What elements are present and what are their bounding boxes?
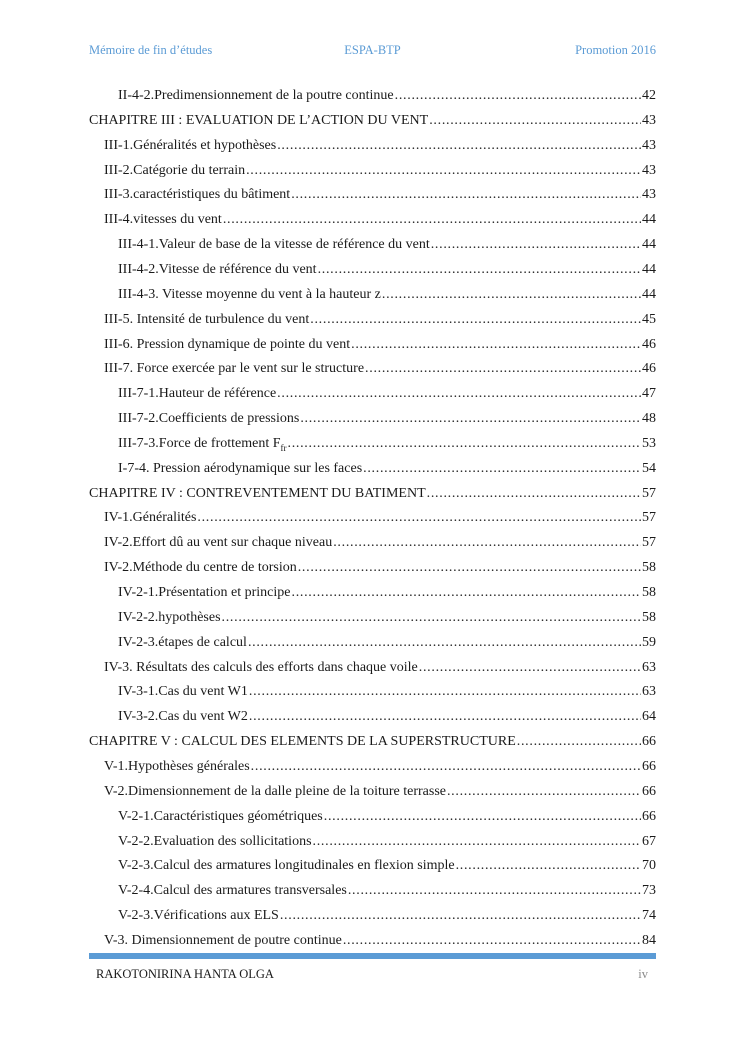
toc-entry[interactable] xyxy=(104,185,656,205)
toc-entry-title xyxy=(118,583,291,603)
toc-entry-page-number: 63 xyxy=(642,684,656,700)
toc-entry[interactable] xyxy=(118,285,656,305)
toc-entry-title xyxy=(118,434,287,454)
toc-entry-title xyxy=(118,285,381,305)
toc-entry-title xyxy=(104,359,364,379)
toc-entry-title-text: IV-2-2.hypothèses xyxy=(118,609,221,625)
toc-entry[interactable] xyxy=(104,782,656,802)
toc-entry-page-number: 43 xyxy=(642,162,656,178)
toc-entry-title xyxy=(104,508,196,528)
footer-page-number: iv xyxy=(638,967,648,981)
toc-entry[interactable] xyxy=(104,757,656,777)
dot-leader xyxy=(248,633,641,653)
toc-entry[interactable] xyxy=(89,111,656,131)
toc-entry-page-number: 57 xyxy=(642,485,656,501)
toc-entry-title-text: III-7-1.Hauteur de référence xyxy=(118,386,277,402)
dot-leader xyxy=(292,583,642,603)
toc-entry-title xyxy=(118,409,299,429)
toc-entry-page-number: 59 xyxy=(642,634,656,650)
dot-leader xyxy=(310,310,641,330)
page-header xyxy=(89,43,656,59)
dot-leader xyxy=(456,856,641,876)
footer-divider xyxy=(89,953,656,959)
toc-entry[interactable] xyxy=(104,310,656,330)
toc-entry-title-text: III-5. Intensité de turbulence du vent xyxy=(104,311,310,327)
toc-entry-title xyxy=(104,161,245,181)
header-thesis-label: Mémoire de fin d’études xyxy=(89,43,213,57)
toc-entry-title-text: IV-3-1.Cas du vent W1 xyxy=(118,684,248,700)
toc-entry-title xyxy=(104,210,222,230)
toc-entry-page-number: 53 xyxy=(642,435,656,451)
toc-entry-title-text: III-7-3.Force de frottement F xyxy=(118,435,281,451)
toc-entry[interactable] xyxy=(118,881,656,901)
dot-leader xyxy=(363,459,641,479)
dot-leader xyxy=(517,732,641,752)
toc-entry[interactable] xyxy=(118,384,656,404)
toc-entry-title-text: III-4-1.Valeur de base de la vitesse de référence du vent xyxy=(118,237,430,253)
toc-entry-page-number: 43 xyxy=(642,187,656,203)
toc-entry[interactable] xyxy=(104,931,656,951)
dot-leader xyxy=(365,359,641,379)
toc-entry-page-number: 67 xyxy=(642,833,656,849)
toc-entry-page-number: 73 xyxy=(642,883,656,899)
dot-leader xyxy=(277,384,641,404)
toc-entry-page-number: 48 xyxy=(642,411,656,427)
toc-entry[interactable] xyxy=(104,335,656,355)
toc-entry-page-number: 46 xyxy=(642,336,656,352)
dot-leader xyxy=(246,161,641,181)
toc-entry[interactable] xyxy=(89,732,656,752)
toc-entry-page-number: 70 xyxy=(642,858,656,874)
toc-entry-page-number: 57 xyxy=(642,510,656,526)
toc-entry[interactable] xyxy=(118,583,656,603)
toc-entry-title-text: V-3. Dimensionnement de poutre continue xyxy=(104,932,342,948)
toc-entry[interactable] xyxy=(118,682,656,702)
toc-entry-title xyxy=(104,335,350,355)
toc-entry-page-number: 66 xyxy=(642,758,656,774)
toc-entry[interactable] xyxy=(118,906,656,926)
toc-entry-title xyxy=(104,136,276,156)
toc-entry-title xyxy=(118,682,248,702)
toc-entry-title-text: V-2-2.Evaluation des sollicitations xyxy=(118,833,312,849)
toc-entry-title xyxy=(118,906,279,926)
toc-entry-title-text: III-7-2.Coefficients de pressions xyxy=(118,411,300,427)
toc-entry[interactable] xyxy=(104,658,656,678)
toc-entry-title-text: V-2-4.Calcul des armatures transversales xyxy=(118,883,347,899)
toc-entry-title xyxy=(118,260,317,280)
dot-leader xyxy=(291,185,641,205)
toc-entry-title xyxy=(118,807,323,827)
dot-leader xyxy=(351,335,641,355)
toc-entry-title-text: CHAPITRE III : EVALUATION DE L’ACTION DU VENT xyxy=(89,112,429,128)
toc-entry[interactable] xyxy=(89,484,656,504)
toc-entry-title-text: II-4-2.Predimensionnement de la poutre continue xyxy=(118,88,394,103)
toc-entry-page-number: 58 xyxy=(642,609,656,625)
toc-entry-title xyxy=(118,707,248,727)
toc-entry-title xyxy=(118,856,455,876)
toc-entry-page-number: 44 xyxy=(642,286,656,302)
dot-leader xyxy=(427,484,641,504)
toc-entry-page-number: 84 xyxy=(642,932,656,948)
toc-entry-title xyxy=(89,111,428,131)
toc-entry-title-text: IV-1.Généralités xyxy=(104,510,197,526)
toc-entry-page-number: 63 xyxy=(642,659,656,675)
toc-entry-title-text: III-7. Force exercée par le vent sur le structure xyxy=(104,361,365,377)
toc-entry[interactable] xyxy=(118,409,656,429)
dot-leader xyxy=(251,757,641,777)
toc-entry[interactable] xyxy=(104,359,656,379)
footer-author: RAKOTONIRINA HANTA OLGA xyxy=(96,967,274,981)
toc-entry-title-text: IV-2.Effort dû au vent sur chaque niveau xyxy=(104,535,333,551)
dot-leader xyxy=(277,136,641,156)
toc-entry-page-number: 47 xyxy=(642,386,656,402)
toc-entry-title-text: III-3.caractéristiques du bâtiment xyxy=(104,187,291,203)
toc-entry-title-text: IV-2-1.Présentation et principe xyxy=(118,585,291,600)
dot-leader xyxy=(298,558,641,578)
toc-entry-title xyxy=(118,832,312,852)
toc-entry-title-text: III-4-3. Vitesse moyenne du vent à la hauteur z xyxy=(118,286,381,302)
dot-leader xyxy=(318,260,641,280)
toc-entry-title-text: IV-2-3.étapes de calcul xyxy=(118,634,247,650)
toc-entry-page-number: 64 xyxy=(642,709,656,725)
toc-entry[interactable] xyxy=(118,608,656,628)
toc-entry-page-number: 66 xyxy=(642,734,656,750)
toc-entry-title-text: III-4-2.Vitesse de référence du vent xyxy=(118,261,317,277)
toc-entry[interactable] xyxy=(118,434,656,454)
toc-entry[interactable] xyxy=(118,832,656,852)
toc-entry-page-number: 45 xyxy=(642,311,656,327)
toc-entry-title xyxy=(104,185,290,205)
toc-entry[interactable] xyxy=(104,533,656,553)
dot-leader xyxy=(324,807,641,827)
toc-entry-title-text: IV-2.Méthode du centre de torsion xyxy=(104,560,297,576)
toc-entry-page-number: 44 xyxy=(642,237,656,253)
dot-leader xyxy=(431,235,641,255)
dot-leader xyxy=(382,285,641,305)
toc-entry-title-text: V-2-3.Vérifications aux ELS xyxy=(118,908,279,924)
dot-leader xyxy=(222,608,641,628)
toc-entry-title xyxy=(118,608,221,628)
toc-entry[interactable] xyxy=(104,210,656,230)
toc-entry-page-number: 43 xyxy=(642,137,656,153)
toc-entry[interactable] xyxy=(104,508,656,528)
toc-entry-title-text: III-4.vitesses du vent xyxy=(104,212,222,228)
toc-entry-title xyxy=(118,633,247,653)
toc-entry[interactable] xyxy=(118,856,656,876)
dot-leader xyxy=(249,682,641,702)
toc-entry-title xyxy=(104,533,332,553)
header-school: ESPA-BTP xyxy=(344,43,401,57)
page-footer xyxy=(96,967,648,983)
toc-entry-page-number: 44 xyxy=(642,261,656,277)
toc-entry[interactable] xyxy=(104,558,656,578)
dot-leader xyxy=(348,881,641,901)
toc-entry-title-text: III-1.Généralités et hypothèses xyxy=(104,137,277,153)
toc-entry[interactable] xyxy=(118,235,656,255)
toc-entry[interactable] xyxy=(118,707,656,727)
toc-entry-title-text: V-2-1.Caractéristiques géométriques xyxy=(118,808,323,824)
toc-entry-title xyxy=(104,757,250,777)
toc-entry-page-number: 42 xyxy=(642,88,656,103)
toc-entry-title-text: IV-3. Résultats des calculs des efforts dans chaque voile xyxy=(104,659,418,675)
dot-leader xyxy=(419,658,641,678)
dot-leader xyxy=(447,782,641,802)
toc-entry-page-number: 54 xyxy=(642,460,656,476)
toc-entry[interactable] xyxy=(118,633,656,653)
toc-entry-title xyxy=(89,732,516,752)
header-promotion: Promotion 2016 xyxy=(575,43,656,57)
dot-leader xyxy=(429,111,641,131)
toc-entry-title xyxy=(89,484,426,504)
toc-entry-title xyxy=(118,86,394,106)
toc-entry-title-text: I-7-4. Pression aérodynamique sur les faces xyxy=(118,460,363,476)
toc-entry-page-number: 58 xyxy=(642,560,656,576)
dot-leader xyxy=(343,931,641,951)
toc-entry-page-number: 44 xyxy=(642,212,656,228)
toc-entry-title-text: V-1.Hypothèses générales xyxy=(104,758,250,774)
toc-entry-page-number: 57 xyxy=(642,535,656,551)
toc-entry-title xyxy=(104,658,418,678)
dot-leader xyxy=(223,210,641,230)
toc-entry[interactable] xyxy=(104,161,656,181)
toc-entry[interactable] xyxy=(118,807,656,827)
dot-leader xyxy=(197,508,641,528)
toc-entry-title-text: III-2.Catégorie du terrain xyxy=(104,162,246,178)
dot-leader xyxy=(280,906,641,926)
toc-entry-title xyxy=(104,931,342,951)
toc-entry-title xyxy=(118,235,430,255)
toc-entry-subscript: fr xyxy=(280,442,287,453)
toc-entry[interactable] xyxy=(118,459,656,479)
toc-entry-title xyxy=(118,384,276,404)
toc-entry-title xyxy=(104,558,297,578)
toc-entry[interactable] xyxy=(118,86,656,106)
toc-entry-title-text: V-2-3.Calcul des armatures longitudinales en flexion simple xyxy=(118,858,455,874)
toc-entry-title xyxy=(104,782,446,802)
toc-entry[interactable] xyxy=(104,136,656,156)
toc-entry[interactable] xyxy=(118,260,656,280)
dot-leader xyxy=(333,533,641,553)
toc-entry-title-text: III-6. Pression dynamique de pointe du vent xyxy=(104,336,351,352)
dot-leader xyxy=(395,86,641,106)
dot-leader xyxy=(288,434,642,454)
toc-entry-title xyxy=(118,459,362,479)
toc-entry-title-text: CHAPITRE IV : CONTREVENTEMENT DU BATIMENT xyxy=(89,485,426,501)
toc-entry-title-text: CHAPITRE V : CALCUL DES ELEMENTS DE LA SUPERSTRUCTURE xyxy=(89,734,516,750)
toc-entry-title xyxy=(104,310,309,330)
toc-entry-title-text: V-2.Dimensionnement de la dalle pleine de la toiture terrasse xyxy=(104,783,446,799)
toc-entry-title-text: IV-3-2.Cas du vent W2 xyxy=(118,709,248,725)
toc-entry-title xyxy=(118,881,347,901)
toc-entry-page-number: 66 xyxy=(642,808,656,824)
toc-entry-page-number: 46 xyxy=(642,361,656,377)
dot-leader xyxy=(249,707,641,727)
toc-entry-page-number: 58 xyxy=(642,585,656,600)
toc-entry-page-number: 43 xyxy=(642,112,656,128)
toc-entry-page-number: 66 xyxy=(642,783,656,799)
toc-entry-page-number: 74 xyxy=(642,908,656,924)
dot-leader xyxy=(300,409,641,429)
dot-leader xyxy=(313,832,641,852)
